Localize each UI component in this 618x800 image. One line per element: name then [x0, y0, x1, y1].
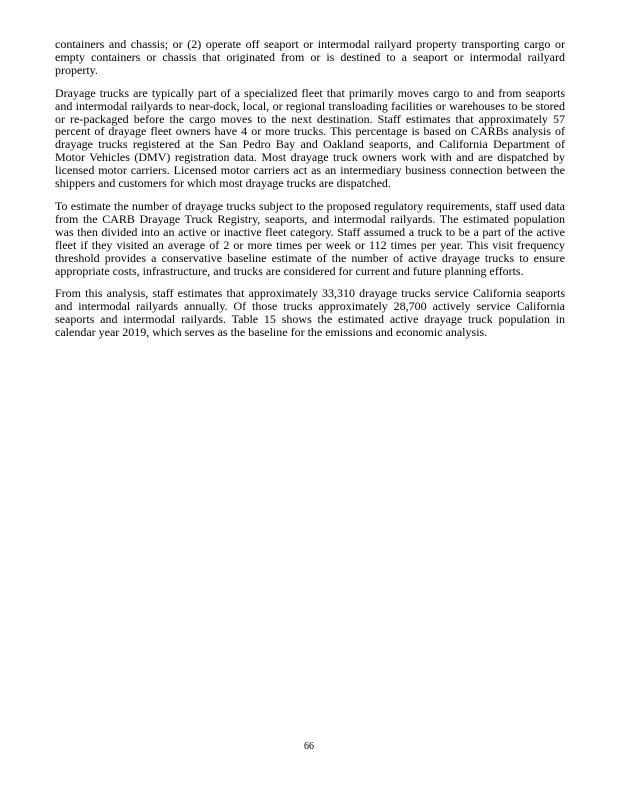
paragraph-population-estimate-results: From this analysis, staff estimates that approximately 33,310 drayage trucks service California seaports and intermodal railyards annually. Of those trucks approximately 28,700 actively service California seaports and intermodal railyards. Table 15 shows the estimated active drayage truck population in calendar year 2019, which serves as the baseline for the emissions and economic analysis. — [55, 286, 565, 340]
paragraph-drayage-definition-continued: containers and chassis; or (2) operate off seaport or intermodal railyard property transporting cargo or empty containers or chassis that originated from or is destined to a seaport or intermodal railyard property. — [55, 37, 565, 77]
page-number: 66 — [304, 741, 314, 752]
document-body — [55, 38, 565, 349]
paragraph-population-estimation-method: To estimate the number of drayage trucks subject to the proposed regulatory requirements, staff used data from the CARB Drayage Truck Registry, seaports, and intermodal railyards. The estimated population was then divided into an active or inactive fleet category. Staff assumed a truck to be a part of the active fleet if they visited an average of 2 or more times per week or 112 times per year. This visit frequency threshold provides a conservative baseline estimate of the number of active drayage trucks to ensure appropriate costs, infrastructure, and trucks are considered for current and future planning efforts. — [55, 198, 565, 278]
paragraph-drayage-fleet-description: Drayage trucks are typically part of a specialized fleet that primarily moves cargo to and from seaports and intermodal railyards to near-dock, local, or regional transloading facilities or warehouses to be stored or re-packaged before the cargo moves to the next destination. Staff estimates that approximately 57 percent of drayage fleet owners have 4 or more trucks. This percentage is based on CARBs analysis of drayage trucks registered at the San Pedro Bay and Oakland seaports, and California Department of Motor Vehicles (DMV) registration data. Most drayage truck owners work with and are dispatched by licensed motor carriers. Licensed motor carriers act as an intermediary business connection between the shippers and customers for which most drayage trucks are dispatched. — [55, 85, 565, 191]
